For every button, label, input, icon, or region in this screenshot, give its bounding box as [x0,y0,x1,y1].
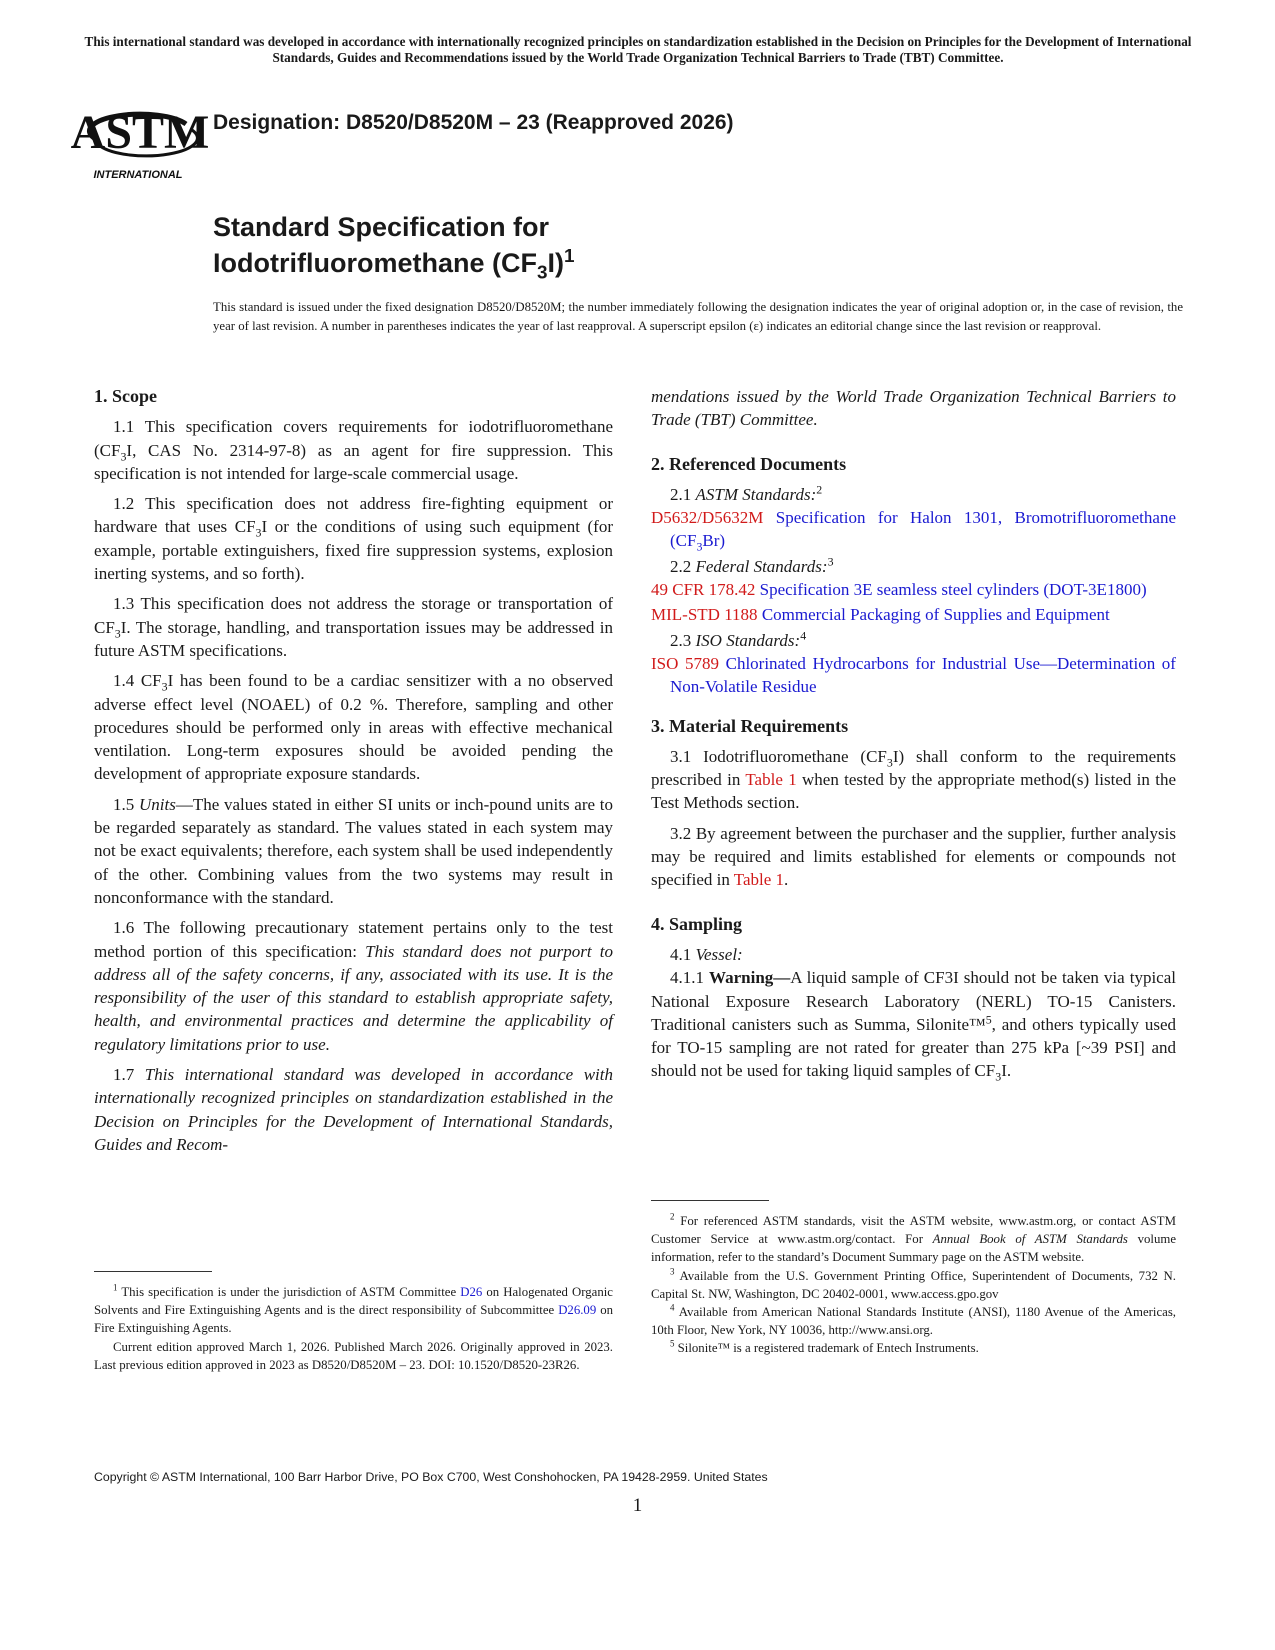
page-number: 1 [632,1495,643,1516]
paragraph-1-7-continued: mendations issued by the World Trade Organization Technical Barriers to Trade (TBT) Committee. [651,387,1176,430]
wto-notice: This international standard was developed in accordance with internationally recognized principles on standardization established in the Decision on Principles for the Development of International Standards, Guides and Recommendations issued by the World Trade Organization Technical Barriers to Trade (TBT) Committee. [84,34,1192,65]
table-1-link[interactable]: Table 1 [745,770,797,790]
footnotes-right [651,1212,1176,1358]
iso-standards-label: 2.3 ISO Standards:$^4$ [670,628,807,650]
footnotes-left [94,1283,613,1374]
paragraph-4-1-1: 4.1.1 Warning—A liquid sample of CF3I should not be taken via typical National Exposure Research Laboratory (NERL) TO-15 Canisters. Traditional canisters such as Summa, Silonite™$^5$, and others typically used for TO-15 sampling are not rated for greater than 275 kPa [~39 PSI] and should not be used for taking liquid samples of $CF_3I$. [651,968,1176,1084]
paragraph-1-7: 1.7 This international standard was developed in accordance with internationally recognized principles on standardization established in the Decision on Principles for the Development of International Standards, Guides and Recom- [94,1065,613,1154]
logo-letters: ASTM [70,106,210,159]
page-title [213,209,575,284]
reference-iso-5789[interactable]: ISO 5789 Chlorinated Hydrocarbons for Industrial Use—Determination of Non-Volatile Residue [651,653,1176,697]
section-heading-scope: 1. Scope [94,386,157,406]
right-column [651,385,1176,1090]
footnote-2: $^2$ For referenced ASTM standards, visit the ASTM website, www.astm.org, or contact ASTM Customer Service at www.astm.org/contact. For Annual Book of ASTM Standards volume information, refer to the standard’s Document Summary page on the ASTM website. [651,1211,1176,1265]
reference-mil-std[interactable]: MIL-STD 1188 Commercial Packaging of Supplies and Equipment [651,605,1110,625]
left-column [94,385,613,1163]
paragraph-3-1: 3.1 Iodotrifluoromethane $(CF_3I)$ shall conform to the requirements prescribed in Table 1 when tested by the appropriate method(s) listed in the Test Methods section. [651,746,1176,813]
footnote-3: $^3$ Available from the U.S. Government Printing Office, Superintendent of Documents, 732 N. Capital St. NW, Washington, DC 20402-0001, www.access.gpo.gov [651,1266,1176,1301]
footnote-1-edition: Current edition approved March 1, 2026. Published March 2026. Originally approved in 2023. Last previous edition approved in 2023 as D8520/D8520M – 23. DOI: 10.1520/D8520-23R26. [94,1339,613,1372]
table-1-link[interactable]: Table 1 [733,870,785,890]
footnote-divider-right [651,1200,769,1201]
logo-tagline: INTERNATIONAL [93,169,183,181]
footnote-4: $^4$ Available from American National Standards Institute (ANSI), 1180 Avenue of the Americas, 10th Floor, New York, NY 10036, http://www.ansi.org. [651,1302,1176,1338]
footnote-5: $^5$ Silonite™ is a registered trademark of Entech Instruments. [670,1339,979,1356]
paragraph-1-1: 1.1 This specification covers requirements for iodotrifluoromethane ($CF_3I$, CAS No. 2314-97-8) as an agent for fire suppression. This specification is not intended for large-scale commercial usage. [94,417,613,483]
paragraph-3-2: 3.2 By agreement between the purchaser and the supplier, further analysis may be required and limits established for elements or compounds not specified in Table 1. [651,823,1176,890]
paragraph-1-5: 1.5 Units—The values stated in either SI units or inch-pound units are to be regarded separately as standard. The values stated in each system may not be exact equivalents; therefore, each system shall be used independently of the other. Combining values from the two systems may result in nonconformance with the standard. [94,794,614,907]
designation: Designation: D8520/D8520M – 23 (Reapproved 2026) [213,111,734,134]
section-heading-material: 3. Material Requirements [651,715,849,736]
committee-d26-link[interactable]: D26 [460,1285,483,1299]
paragraph-4-1: 4.1 Vessel: [670,944,743,964]
astm-logo [70,86,210,182]
subcommittee-d26-09-link[interactable]: D26.09 [558,1303,597,1318]
title-line-1: Standard Specification for [213,212,550,242]
section-heading-referenced: 2. Referenced Documents [651,453,847,474]
astm-standards-label: 2.1 ASTM Standards:$^2$ [670,482,823,504]
title-line-2: Iodotrifluoromethane $(CF_3I)^1$ [213,246,575,284]
paragraph-1-4: 1.4 $CF_3I$ has been found to be a cardiac sensitizer with a no observed adverse effect level (NOAEL) of 0.2 %. Therefore, sampling and other procedures should be performed only in areas with effective mechanical ventilation. Long-term exposures should be avoided pending the development of appropriate exposure standards. [94,671,613,784]
reference-d5632[interactable]: D5632/D5632M Specification for Halon 1301, Bromotrifluoromethane $(CF_3Br)$ [651,508,1176,554]
reference-49-cfr[interactable]: 49 CFR 178.42 Specification 3E seamless steel cylinders (DOT-3E1800) [651,580,1147,600]
paragraph-1-6: 1.6 The following precautionary statement pertains only to the test method portion of this specification: This standard does not purport to address all of the safety concerns, if any, associated with its use. It is the responsibility of the user of this standard to establish appropriate safety, health, and environmental practices and determine the applicability of regulatory limitations prior to use. [94,918,613,1054]
federal-standards-label: 2.2 Federal Standards:$^3$ [670,554,834,576]
paragraph-1-3: 1.3 This specification does not address the storage or transportation of $CF_3I$. The storage, handling, and transportation issues may be addressed in future ASTM specifications. [94,594,613,660]
footnote-divider-left [94,1271,212,1272]
footnote-1: $^1$ This specification is under the jurisdiction of ASTM Committee D26 on Halogenated Organic Solvents and Fire Extinguishing Agents and is the direct responsibility of Subcommittee D26.09 on Fire Extinguishing Agents. [94,1282,613,1336]
section-heading-sampling: 4. Sampling [651,913,743,934]
copyright: Copyright © ASTM International, 100 Barr Harbor Drive, PO Box C700, West Conshohocken, PA 19428-2959. United States [94,1470,768,1484]
paragraph-1-2: 1.2 This specification does not address fire-fighting equipment or hardware that uses $CF_3I$ or the conditions of using such equipment (for example, portable extinguishers, fixed fire suppression systems, explosion inerting systems, and so forth). [94,494,613,584]
issued-note: This standard is issued under the fixed designation D8520/D8520M; the number immediately following the designation indicates the year of original adoption or, in the case of revision, the year of last revision. A number in parentheses indicates the year of last reapproval. A superscript epsilon (ε) indicates an editorial change since the last revision or reapproval. [213,300,1183,333]
